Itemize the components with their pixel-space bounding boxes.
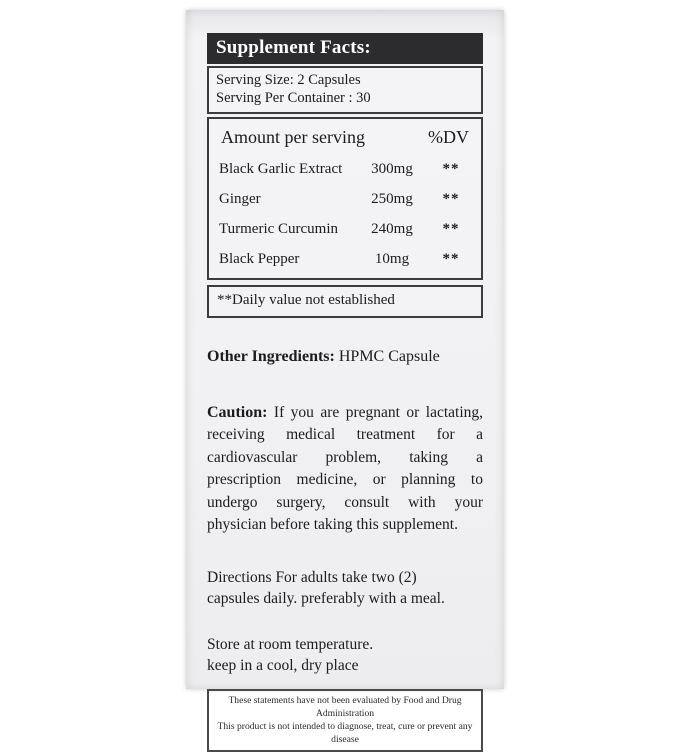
storage-instructions [207,634,483,676]
ingredient-dv: ** [442,251,460,267]
ingredient-name: Ginger [219,191,261,207]
ingredient-amount: 240mg [371,221,413,237]
table-row [219,191,473,208]
fda-disclaimer-line: These statements have not been evaluated by Food and Drug Administration [228,695,462,720]
caution-label: Caution: [207,404,268,421]
table-row [219,221,473,238]
dv-header: %DV [428,127,469,147]
servings-per-container: Serving Per Container : 30 [216,90,371,106]
fda-disclaimer [207,689,483,752]
directions-line: Directions For adults take two (2) [207,569,417,587]
ingredient-amount: 300mg [371,161,413,177]
storage-line: keep in a cool, dry place [207,657,359,675]
ingredient-name: Black Pepper [219,251,300,267]
directions-line: capsules daily. preferably with a meal. [207,590,445,608]
storage-line: Store at room temperature. [207,636,374,654]
caution-paragraph [207,402,483,536]
ingredient-dv: ** [442,221,460,237]
supplement-label [186,10,504,746]
ingredient-dv: ** [442,161,460,177]
table-row [219,161,473,178]
ingredient-amount: 10mg [374,251,410,267]
ingredient-dv: ** [442,191,460,207]
directions [207,567,483,609]
supplement-facts-title: Supplement Facts: [207,33,483,64]
ingredient-name: Black Garlic Extract [219,161,343,177]
ingredient-name: Turmeric Curcumin [219,221,339,237]
table-row [219,251,473,268]
amount-per-serving-header: Amount per serving [221,127,365,147]
other-ingredients-label: Other Ingredients: [207,348,335,365]
table-header [219,125,473,148]
fda-disclaimer-line: This product is not intended to diagnose, treat, cure or prevent any disease [217,721,473,746]
daily-value-footnote: **Daily value not established [207,285,483,318]
ingredients-table [207,117,483,280]
caution-text: If you are pregnant or lactating, receiving medical treatment for a cardiovascular problem, taking a prescription medicine, or planning to undergo surgery, consult with your physician before taking this supplement. [207,404,484,534]
other-ingredients-value: HPMC Capsule [338,348,440,365]
ingredient-amount: 250mg [371,191,413,207]
other-ingredients [207,348,483,366]
serving-info-box [207,66,483,114]
serving-size: Serving Size: 2 Capsules [216,72,361,88]
